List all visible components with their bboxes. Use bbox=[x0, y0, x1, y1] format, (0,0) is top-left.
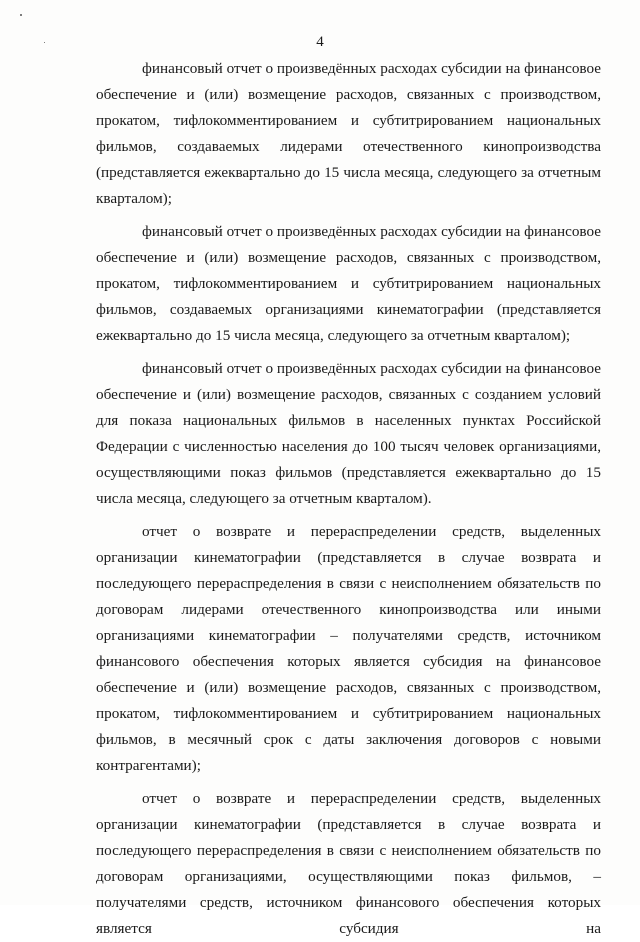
page-number: 4 bbox=[316, 34, 324, 50]
document-body bbox=[96, 56, 601, 942]
scan-speck bbox=[20, 14, 22, 16]
paragraph-redistribution-report-production: отчет о возврате и перераспределении средств, выделенных организации кинематографии (представляется в случае возврата и последующего перераспределения в связи с неисполнением обязательств по договорам лидерами отечественного кинопроизводства или иными организациями кинематографии – получателями средств, источником финансового обеспечения которых является субсидия на финансовое обеспечение и (или) возмещение расходов, связанных с производством, прокатом, тифлокомментированием и субтитрированием национальных фильмов, в месячный срок с даты заключения договоров с новыми контрагентами); bbox=[96, 523, 601, 774]
paragraph-redistribution-report-screening: отчет о возврате и перераспределении средств, выделенных организации кинематографии (представляется в случае возврата и последующего перераспределения в связи с неисполнением обязательств по договорам организациями, осуществляющими показ фильмов, – получателями средств, источником финансового обеспечения которых является субсидия на bbox=[96, 790, 601, 937]
paragraph-financial-report-leaders: финансовый отчет о произведённых расходах субсидии на финансовое обеспечение и (или) возмещение расходов, связанных с производством, прокатом, тифлокомментированием и субтитрированием национальных фильмов, создаваемых лидерами отечественного кинопроизводства (представляется ежеквартально до 15 числа месяца, следующего за отчетным кварталом); bbox=[96, 60, 601, 207]
paragraph-financial-report-organizations: финансовый отчет о произведённых расходах субсидии на финансовое обеспечение и (или) возмещение расходов, связанных с производством, прокатом, тифлокомментированием и субтитрированием национальных фильмов, создаваемых организациями кинематографии (представляется ежеквартально до 15 числа месяца, следующего за отчетным кварталом); bbox=[96, 223, 601, 344]
paragraph-financial-report-screening-conditions: финансовый отчет о произведённых расходах субсидии на финансовое обеспечение и (или) возмещение расходов, связанных с созданием условий для показа национальных фильмов в населенных пунктах Российской Федерации с численностью населения до 100 тысяч человек организациями, осуществляющими показ фильмов (представляется ежеквартально до 15 числа месяца, следующего за отчетным кварталом). bbox=[96, 360, 601, 507]
